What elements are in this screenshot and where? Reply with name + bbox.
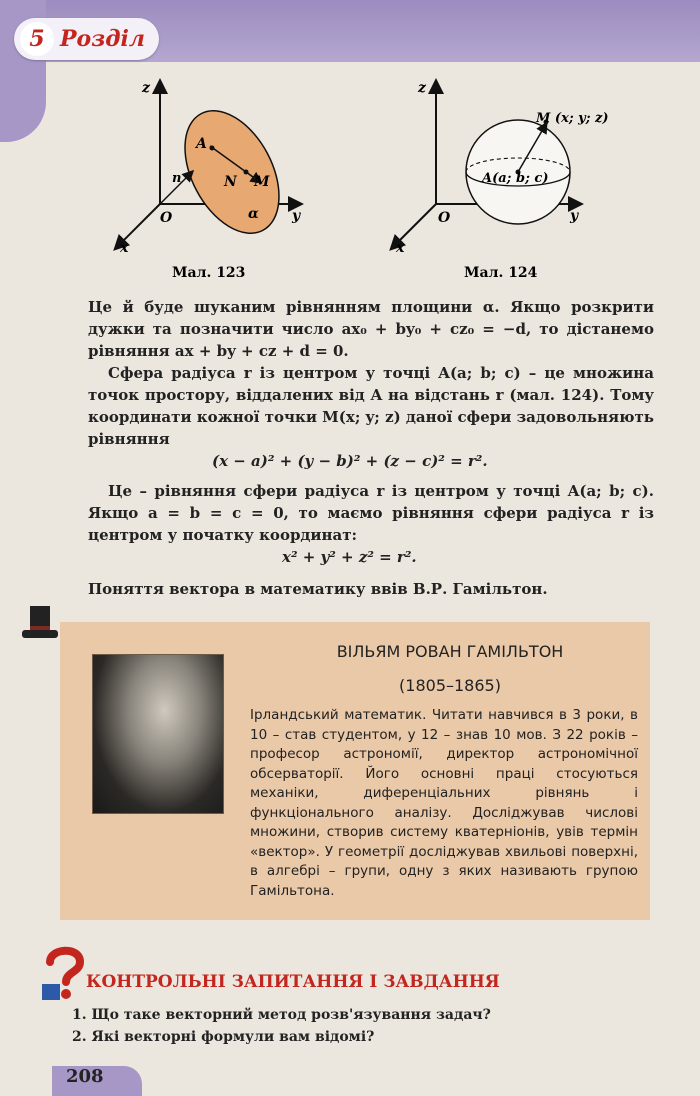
fig1-caption: Мал. 123 xyxy=(172,265,246,281)
formula-sphere-origin: x² + y² + z² = r². xyxy=(282,548,417,566)
fig1-plane-label: α xyxy=(248,206,259,222)
fig1-origin-label: O xyxy=(160,210,173,226)
page-number: 208 xyxy=(66,1066,104,1087)
bio-name: ВІЛЬЯМ РОВАН ГАМІЛЬТОН xyxy=(336,642,564,661)
figure-124 xyxy=(392,80,609,281)
chapter-number: 5 xyxy=(20,22,54,56)
fig2-x-label: x xyxy=(396,240,405,256)
question-item: 2. Які векторні формули вам відомі? xyxy=(72,1029,375,1045)
paragraph-sphere-origin: Це – рівняння сфери радіуса r із центром у точці A(a; b; c). Якщо a = b = c = 0, то маємо рівняння сфери радіуса r із центром у початку координат: xyxy=(88,482,654,544)
questions-list xyxy=(72,1004,491,1048)
formula-sphere: (x − a)² + (y − b)² + (z − c)² = r². xyxy=(212,452,488,470)
bio-text: Ірландський математик. Читати навчився в 3 роки, в 10 – став студентом, у 12 – знав 10 мов. З 22 років – професор астрономії, директор астрономічної обсерваторії. Його основні праці стосуються механіки, диференціальних рівнянь і функціонального аналізу. Досліджував числові множини, створив систему кватерніонів, увів термін «вектор». У геометрії досліджував хвильові поверхні, в алгебрі – групи, одну з яких називають групою Гамільтона. xyxy=(250,707,638,899)
fig2-origin-label: O xyxy=(438,210,451,226)
fig1-normal-label: n xyxy=(172,171,182,186)
fig2-center-label: A(a; b; c) xyxy=(482,171,549,186)
fig1-y-label: y xyxy=(292,208,301,224)
question-item: 1. Що таке векторний метод розв'язування задач? xyxy=(72,1007,491,1023)
fig1-point-a-label: A xyxy=(196,136,207,152)
figure-123 xyxy=(116,80,301,281)
fig1-point-n-dot xyxy=(244,170,249,175)
question-mark-icon xyxy=(40,944,88,1004)
biography-box xyxy=(60,622,650,920)
fig1-x-label: x xyxy=(120,240,129,256)
fig1-plane xyxy=(166,95,299,249)
bio-years: (1805–1865) xyxy=(399,676,501,695)
fig2-point-m-label: M (x; y; z) xyxy=(536,111,609,126)
paragraph-sphere-definition: Сфера радіуса r із центром у точці A(a; b; c) – це множина точок простору, віддалених від A на відстань r (мал. 124). Тому координати кожної точки M(x; y; z) даної сфери задовольняють рівняння xyxy=(88,364,654,448)
fig1-z-label: z xyxy=(142,80,150,96)
fig2-z-label: z xyxy=(418,80,426,96)
fig1-point-m-label: M xyxy=(254,174,270,190)
figures xyxy=(100,72,620,292)
fig2-caption: Мал. 124 xyxy=(464,265,538,281)
page-number-tab xyxy=(52,1066,142,1096)
hat-icon xyxy=(20,604,60,646)
hamilton-portrait xyxy=(92,654,224,814)
fig1-point-a-dot xyxy=(210,146,215,151)
fig2-y-label: y xyxy=(570,208,579,224)
questions-title: КОНТРОЛЬНІ ЗАПИТАННЯ І ЗАВДАННЯ xyxy=(86,972,500,992)
chapter-tag xyxy=(14,18,159,60)
paragraph-hamilton: Поняття вектора в математику ввів В.Р. Гамільтон. xyxy=(88,580,548,598)
chapter-word: Розділ xyxy=(60,26,146,52)
fig1-point-n-label: N xyxy=(224,174,237,190)
paragraph-plane-equation: Це й буде шуканим рівнянням площини α. Якщо розкрити дужки та позначити число ax₀ + by₀ + cz₀ = −d, то дістанемо рівняння ax + by + cz + d = 0. xyxy=(88,298,654,360)
